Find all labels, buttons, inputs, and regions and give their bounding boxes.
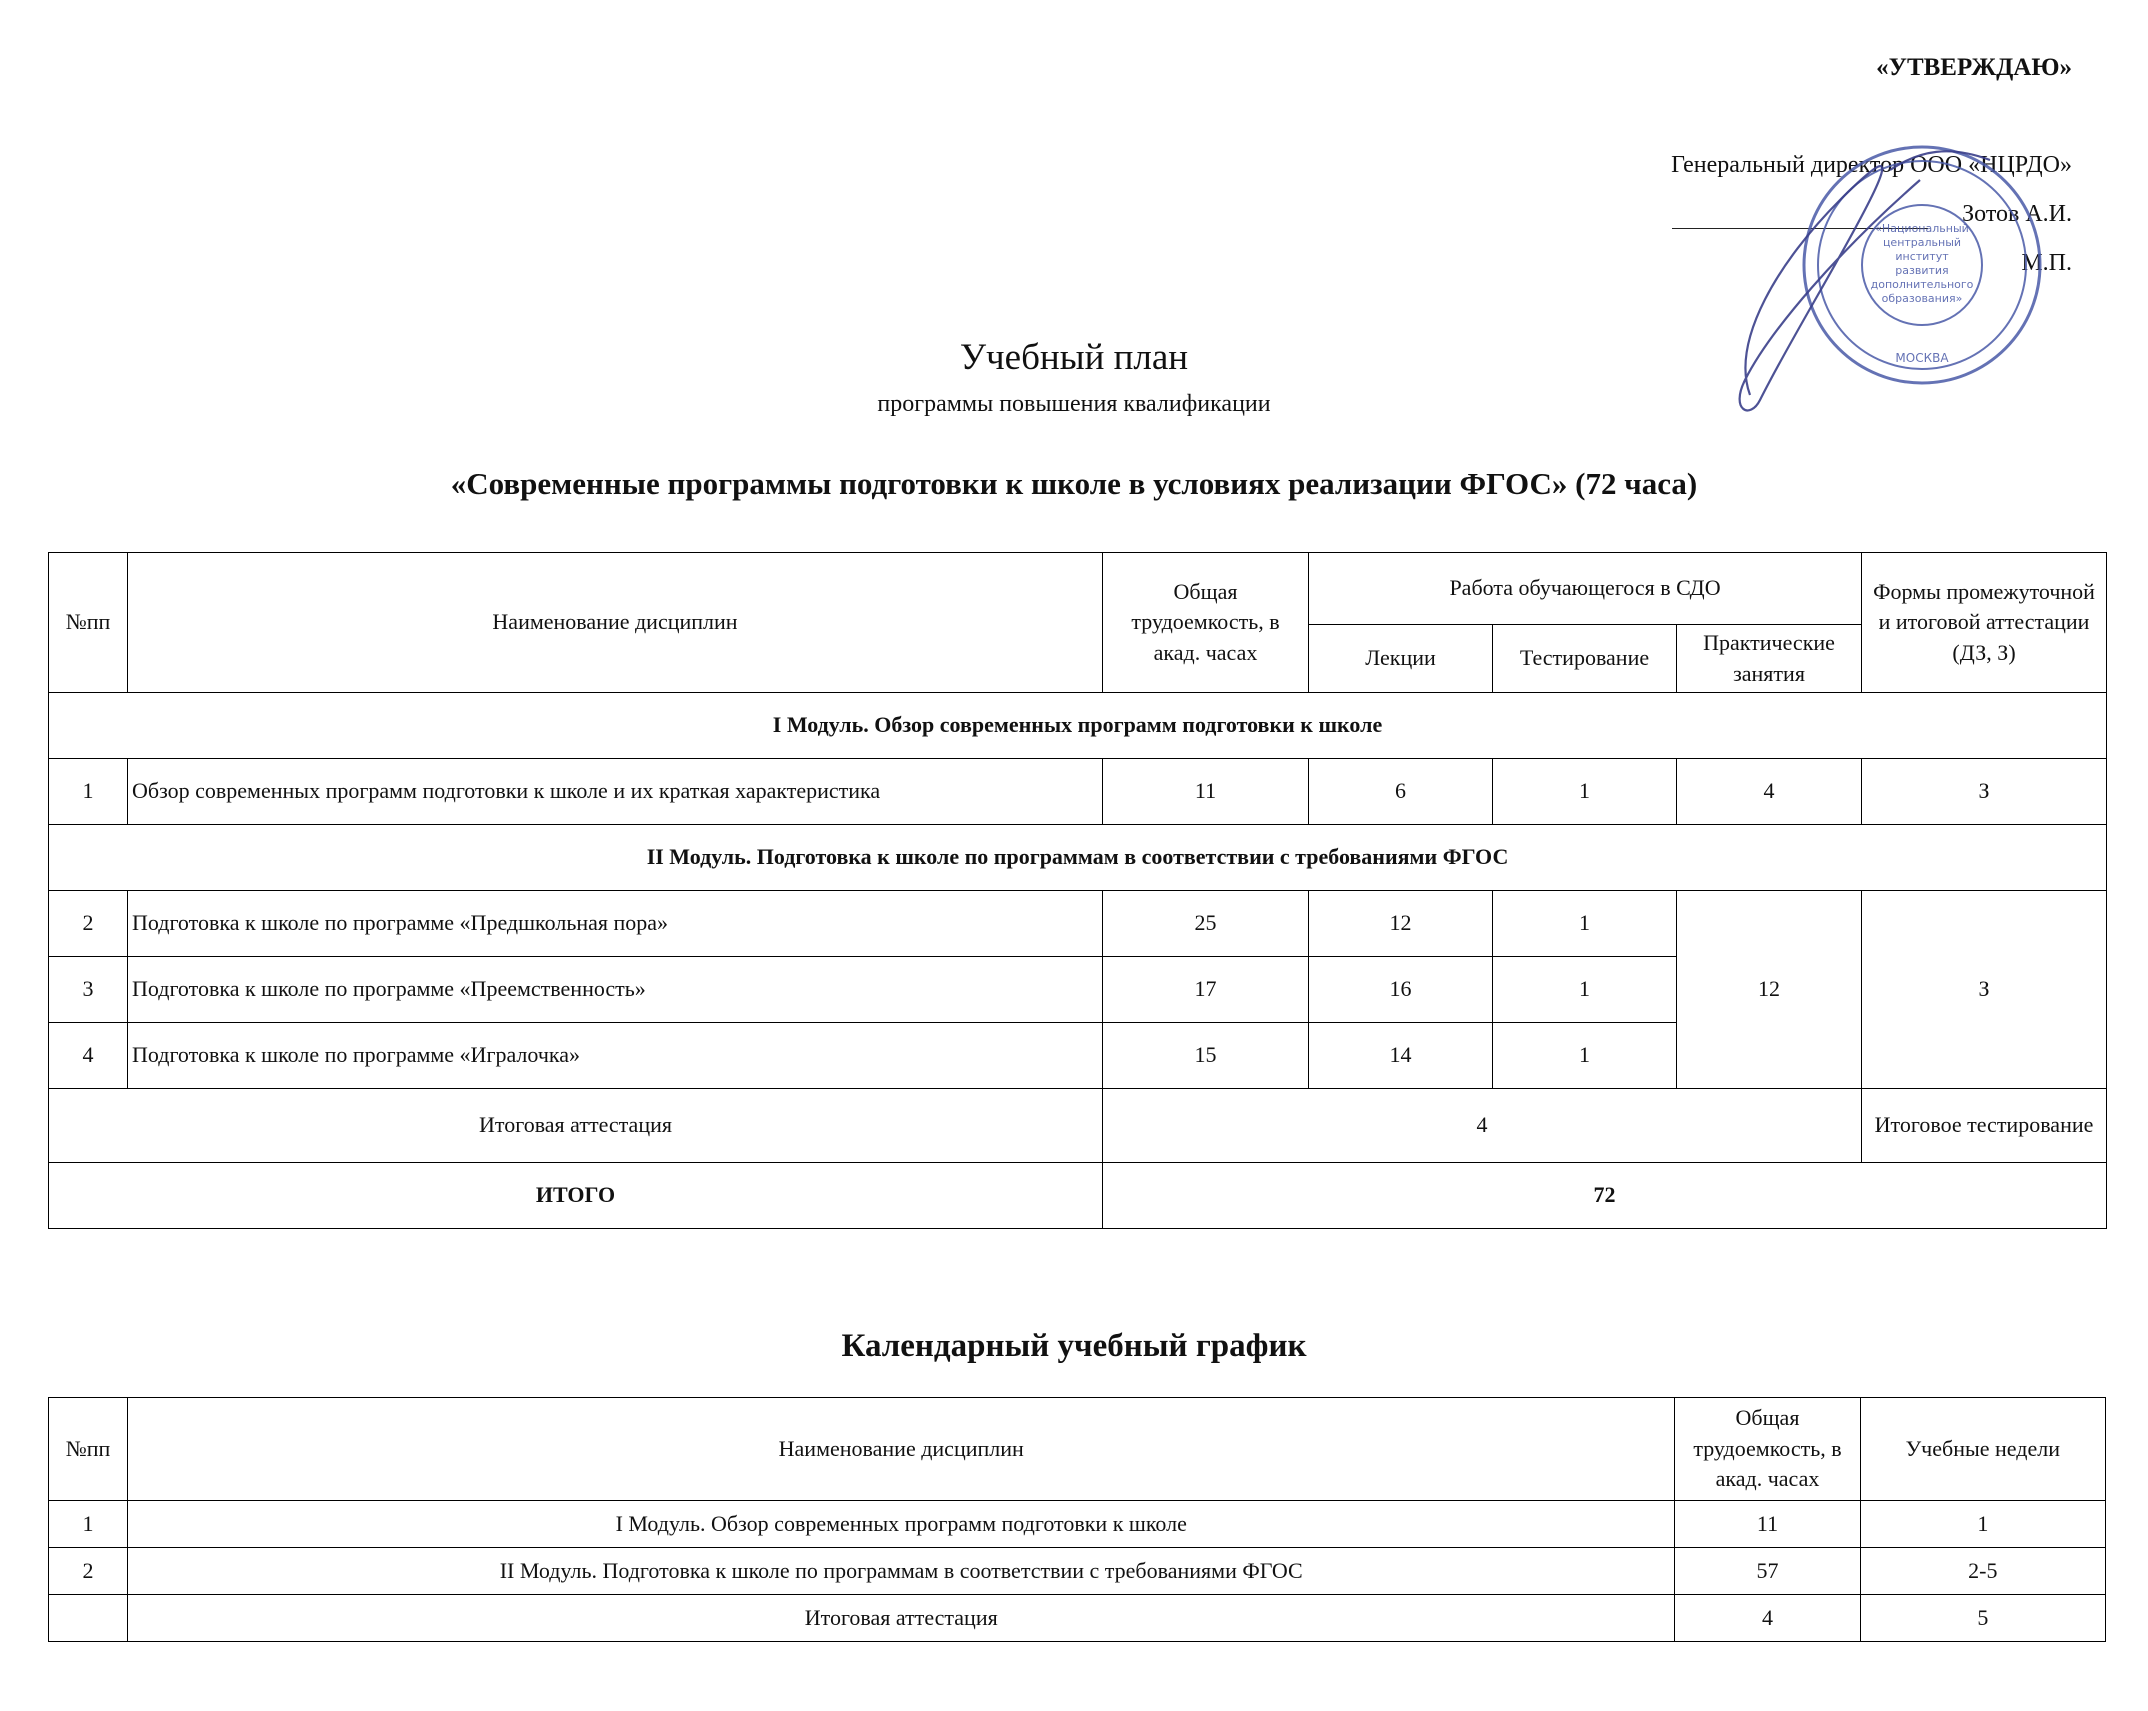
total-row [49,1163,2107,1229]
svg-text:«Национальный: «Национальный [1875,222,1969,235]
row-lectures: 6 [1309,759,1493,825]
row-practice: 4 [1677,759,1862,825]
calendar-table [48,1397,2106,1642]
program-title: «Современные программы подготовки к школе в условиях реализации ФГОС» (72 часа) [450,466,1698,501]
row-num: 3 [49,957,128,1023]
row-total: 25 [1103,891,1309,957]
header-weeks: Учебные недели [1860,1398,2105,1501]
row-total: 15 [1103,1023,1309,1089]
header-num: №пп [49,1398,128,1501]
row-form: З [1862,759,2107,825]
row-total: 57 [1675,1548,1860,1595]
header-testing: Тестирование [1493,625,1677,693]
seal-stamp [1690,140,2050,430]
approval-position: Генеральный директор ООО «НЦРДО» [1671,152,2072,178]
table-row [49,1501,2106,1548]
row-total: 17 [1103,957,1309,1023]
row-total: 4 [1675,1595,1860,1642]
curriculum-table [48,552,2107,1229]
table-header-row [49,1398,2106,1501]
document-subtitle: программы повышения квалификации [877,391,1271,417]
row-name: Подготовка к школе по программе «Преемственность» [128,957,1103,1023]
final-form: Итоговое тестирование [1862,1089,2107,1163]
row-num: 4 [49,1023,128,1089]
seal-place: М.П. [2021,250,2072,276]
module-row [49,693,2107,759]
row-lectures: 14 [1309,1023,1493,1089]
svg-text:центральный: центральный [1882,236,1962,249]
header-total: Общая трудоемкость, в акад. часах [1675,1398,1860,1501]
row-weeks: 5 [1860,1595,2105,1642]
row-lectures: 12 [1309,891,1493,957]
final-value: 4 [1103,1089,1862,1163]
svg-text:развития: развития [1895,264,1949,277]
approval-name: Зотов А.И. [1962,201,2072,227]
svg-text:институт: институт [1895,250,1949,263]
header-forms: Формы промежуточной и итоговой аттестации (ДЗ, З) [1862,553,2107,693]
row-total: 11 [1103,759,1309,825]
row-weeks: 2-5 [1860,1548,2105,1595]
row-name: II Модуль. Подготовка к школе по программам в соответствии с требованиями ФГОС [128,1548,1675,1595]
row-num: 1 [49,1501,128,1548]
module2-form: З [1862,891,2107,1089]
row-testing: 1 [1493,891,1677,957]
row-lectures: 16 [1309,957,1493,1023]
row-name: Подготовка к школе по программе «Предшкольная пора» [128,891,1103,957]
module-title: II Модуль. Подготовка к школе по программам в соответствии с требованиями ФГОС [49,825,2107,891]
approval-title: «УТВЕРЖДАЮ» [1876,54,2072,81]
header-num: №пп [49,553,128,693]
row-testing: 1 [1493,957,1677,1023]
total-value: 72 [1103,1163,2107,1229]
svg-text:дополнительного: дополнительного [1870,278,1974,291]
header-practice: Практические занятия [1677,625,1862,693]
svg-text:МОСКВА: МОСКВА [1895,351,1949,365]
row-name: Обзор современных программ подготовки к школе и их краткая характеристика [128,759,1103,825]
row-name: Подготовка к школе по программе «Игралочка» [128,1023,1103,1089]
row-num: 2 [49,1548,128,1595]
row-num [49,1595,128,1642]
module-row [49,825,2107,891]
row-weeks: 1 [1860,1501,2105,1548]
module2-practice: 12 [1677,891,1862,1089]
svg-text:образования»: образования» [1881,292,1963,305]
row-num: 1 [49,759,128,825]
row-name: Итоговая аттестация [128,1595,1675,1642]
row-testing: 1 [1493,1023,1677,1089]
calendar-title: Календарный учебный график [841,1328,1307,1364]
table-header-row [49,553,2107,625]
final-attestation-row [49,1089,2107,1163]
row-testing: 1 [1493,759,1677,825]
header-total: Общая трудоемкость, в акад. часах [1103,553,1309,693]
row-name: I Модуль. Обзор современных программ подготовки к школе [128,1501,1675,1548]
header-work: Работа обучающегося в СДО [1309,553,1862,625]
table-row [49,891,2107,957]
total-label: ИТОГО [49,1163,1103,1229]
final-label: Итоговая аттестация [49,1089,1103,1163]
table-row [49,1548,2106,1595]
document-title: Учебный план [959,337,1189,378]
header-lectures: Лекции [1309,625,1493,693]
header-name: Наименование дисциплин [128,553,1103,693]
table-row [49,759,2107,825]
row-total: 11 [1675,1501,1860,1548]
module-title: I Модуль. Обзор современных программ подготовки к школе [49,693,2107,759]
header-name: Наименование дисциплин [128,1398,1675,1501]
row-num: 2 [49,891,128,957]
table-row [49,1595,2106,1642]
